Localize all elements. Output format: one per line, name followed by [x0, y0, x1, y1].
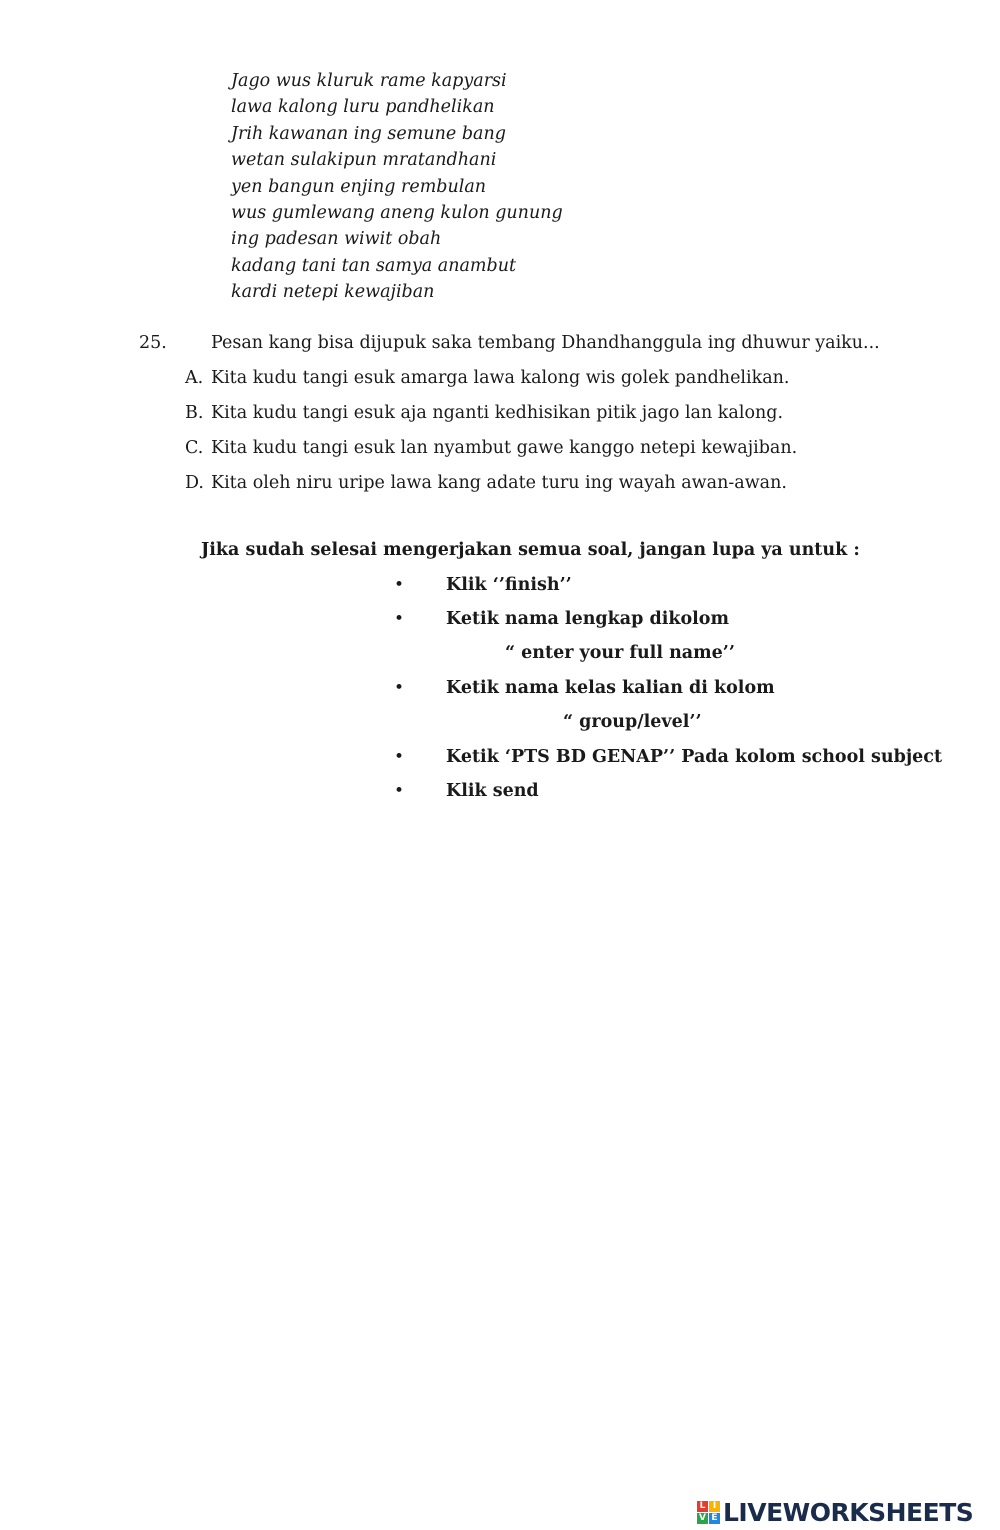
option-text: Kita oleh niru uripe lawa kang adate turu ing wayah awan-awan.	[211, 473, 787, 493]
logo-mark-letter: I	[709, 1501, 720, 1512]
bullet-icon: •	[394, 678, 405, 698]
instruction-step-full-name: Ketik nama lengkap dikolom	[446, 609, 729, 629]
bullet-icon: •	[394, 781, 405, 801]
instruction-step-class: Ketik nama kelas kalian di kolom	[446, 678, 775, 698]
bullet-icon: •	[394, 575, 405, 595]
instruction-step-finish: Klik ‘’finish’’	[446, 575, 572, 595]
option-letter: A.	[185, 368, 204, 388]
poem-line: ing padesan wiwit obah	[231, 229, 442, 250]
option-letter: D.	[185, 473, 204, 493]
question-number: 25.	[139, 333, 167, 353]
poem-line: Jago wus kluruk rame kapyarsi	[231, 71, 507, 91]
logo-mark-letter: L	[697, 1501, 708, 1512]
option-text: Kita kudu tangi esuk amarga lawa kalong wis golek pandhelikan.	[211, 368, 790, 388]
option-letter: C.	[185, 438, 204, 458]
poem-line: wetan sulakipun mratandhani	[231, 150, 497, 171]
liveworksheets-logo	[697, 1494, 973, 1530]
logo-mark-letter: E	[709, 1513, 720, 1524]
bullet-icon: •	[394, 747, 405, 767]
logo-text: LIVEWORKSHEETS	[723, 1497, 974, 1527]
instruction-sub-group: “ group/level’’	[563, 712, 702, 732]
poem-line: wus gumlewang aneng kulon gunung	[231, 203, 563, 224]
logo-mark-icon	[697, 1501, 720, 1524]
instruction-sub-full-name: “ enter your full name’’	[505, 643, 735, 663]
instruction-step-send: Klik send	[446, 781, 539, 801]
poem-line: kadang tani tan samya anambut	[231, 255, 517, 276]
option-text: Kita kudu tangi esuk lan nyambut gawe kanggo netepi kewajiban.	[211, 438, 798, 458]
poem-stanza	[231, 68, 563, 306]
poem-line: yen bangun enjing rembulan	[231, 176, 487, 197]
instruction-step-subject: Ketik ‘PTS BD GENAP’’ Pada kolom school subject	[446, 747, 943, 767]
option-text: Kita kudu tangi esuk aja nganti kedhisikan pitik jago lan kalong.	[211, 403, 784, 423]
question-text: Pesan kang bisa dijupuk saka tembang Dhandhanggula ing dhuwur yaiku...	[211, 333, 880, 353]
poem-line: lawa kalong luru pandhelikan	[231, 97, 495, 118]
poem-line: Jrih kawanan ing semune bang	[231, 123, 506, 144]
poem-line: kardi netepi kewajiban	[231, 282, 435, 303]
option-letter: B.	[185, 403, 204, 423]
bullet-icon: •	[394, 609, 405, 629]
logo-mark-letter: V	[697, 1513, 708, 1524]
instructions-heading: Jika sudah selesai mengerjakan semua soal, jangan lupa ya untuk :	[201, 540, 860, 560]
